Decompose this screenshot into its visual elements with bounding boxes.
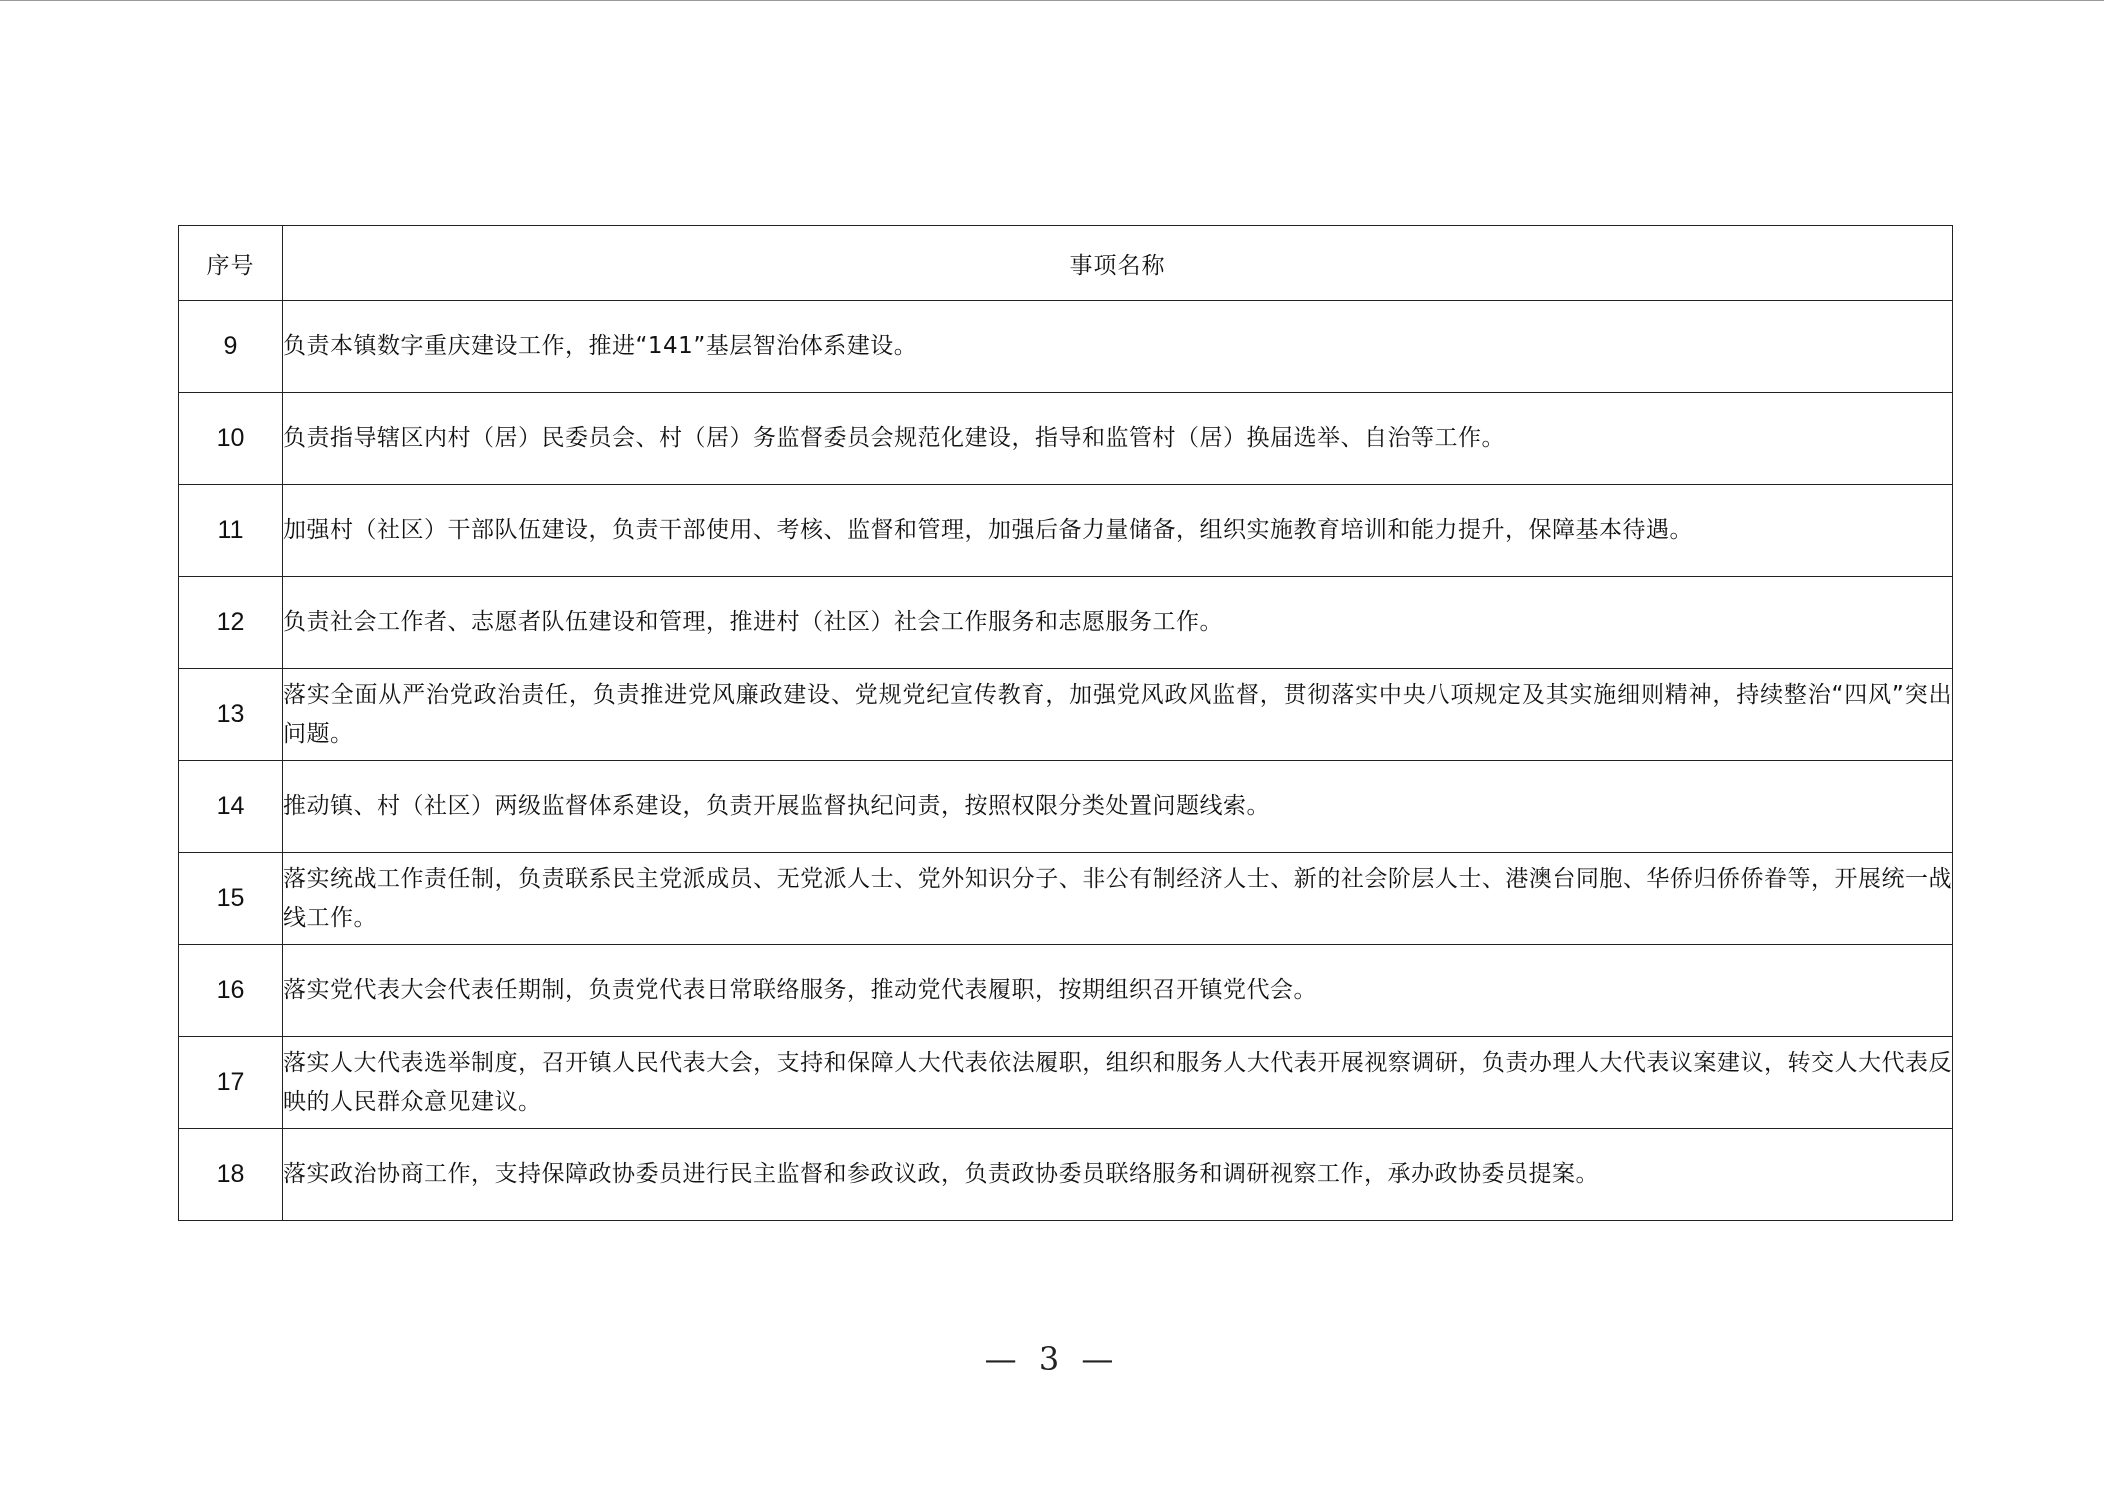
page-number: — 3 — bbox=[984, 1340, 1120, 1378]
row-matter-text: 落实人大代表选举制度，召开镇人民代表大会，支持和保障人大代表依法履职，组织和服务人大代表开展视察调研，负责办理人大代表议案建议，转交人大代表反映的人民群众意见建议。 bbox=[283, 1037, 1953, 1129]
matters-table bbox=[178, 225, 1953, 1221]
row-matter-text: 加强村（社区）干部队伍建设，负责干部使用、考核、监督和管理，加强后备力量储备，组织实施教育培训和能力提升，保障基本待遇。 bbox=[283, 485, 1953, 577]
row-number: 16 bbox=[179, 945, 283, 1037]
row-matter-text: 负责本镇数字重庆建设工作，推进“141”基层智治体系建设。 bbox=[283, 301, 1953, 393]
table-row bbox=[179, 1129, 1953, 1221]
table-header-row bbox=[179, 226, 1953, 301]
row-matter-text: 落实政治协商工作，支持保障政协委员进行民主监督和参政议政，负责政协委员联络服务和调研视察工作，承办政协委员提案。 bbox=[283, 1129, 1953, 1221]
table-row bbox=[179, 301, 1953, 393]
row-matter-text: 负责指导辖区内村（居）民委员会、村（居）务监督委员会规范化建设，指导和监管村（居）换届选举、自治等工作。 bbox=[283, 393, 1953, 485]
row-matter-text: 落实统战工作责任制，负责联系民主党派成员、无党派人士、党外知识分子、非公有制经济人士、新的社会阶层人士、港澳台同胞、华侨归侨侨眷等，开展统一战线工作。 bbox=[283, 853, 1953, 945]
row-number: 11 bbox=[179, 485, 283, 577]
table-row bbox=[179, 669, 1953, 761]
table-row bbox=[179, 945, 1953, 1037]
table-row bbox=[179, 1037, 1953, 1129]
row-number: 12 bbox=[179, 577, 283, 669]
row-matter-text: 负责社会工作者、志愿者队伍建设和管理，推进村（社区）社会工作服务和志愿服务工作。 bbox=[283, 577, 1953, 669]
table-row bbox=[179, 485, 1953, 577]
row-matter-text: 推动镇、村（社区）两级监督体系建设，负责开展监督执纪问责，按照权限分类处置问题线索。 bbox=[283, 761, 1953, 853]
row-matter-text: 落实全面从严治党政治责任，负责推进党风廉政建设、党规党纪宣传教育，加强党风政风监督，贯彻落实中央八项规定及其实施细则精神，持续整治“四风”突出问题。 bbox=[283, 669, 1953, 761]
header-matter-name: 事项名称 bbox=[283, 226, 1953, 301]
row-number: 13 bbox=[179, 669, 283, 761]
row-matter-text: 落实党代表大会代表任期制，负责党代表日常联络服务，推动党代表履职，按期组织召开镇党代会。 bbox=[283, 945, 1953, 1037]
row-number: 17 bbox=[179, 1037, 283, 1129]
top-border-line bbox=[0, 0, 2104, 1]
header-serial-number: 序号 bbox=[179, 226, 283, 301]
table-row bbox=[179, 577, 1953, 669]
table-row bbox=[179, 761, 1953, 853]
table-row bbox=[179, 393, 1953, 485]
row-number: 15 bbox=[179, 853, 283, 945]
table-row bbox=[179, 853, 1953, 945]
row-number: 10 bbox=[179, 393, 283, 485]
row-number: 14 bbox=[179, 761, 283, 853]
row-number: 18 bbox=[179, 1129, 283, 1221]
row-number: 9 bbox=[179, 301, 283, 393]
